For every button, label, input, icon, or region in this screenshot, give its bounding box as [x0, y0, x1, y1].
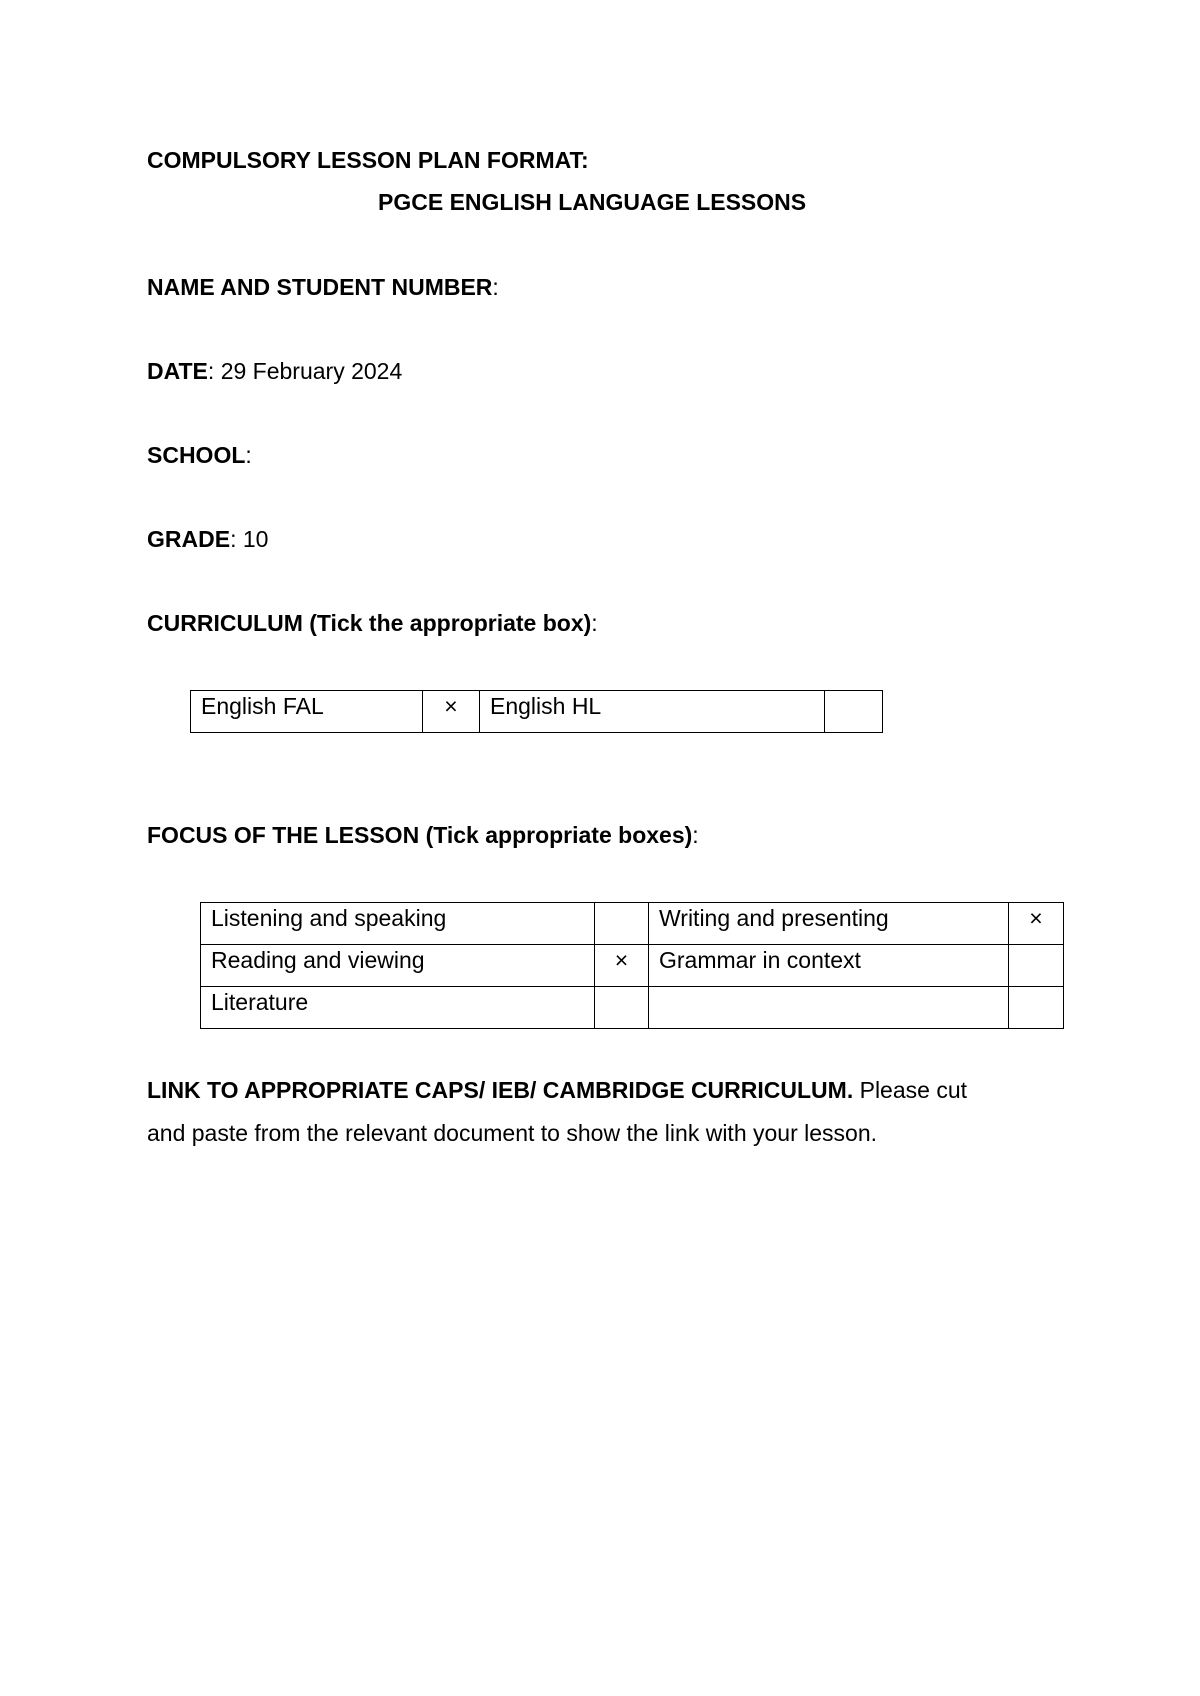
focus-table: [200, 902, 1064, 1029]
grade-field: [147, 524, 268, 554]
curriculum-link-heading: [147, 1075, 967, 1105]
focus-separator: :: [692, 822, 699, 848]
table-row: [191, 691, 883, 733]
document-title: COMPULSORY LESSON PLAN FORMAT:: [147, 147, 589, 173]
table-row: [201, 945, 1064, 987]
grade-value: 10: [242, 526, 269, 552]
school-separator: :: [245, 442, 252, 468]
curriculum-link-label: LINK TO APPROPRIATE CAPS/ IEB/ CAMBRIDGE CURRICULUM.: [147, 1077, 854, 1103]
school-label: SCHOOL: [147, 442, 246, 468]
focus-heading: [147, 820, 699, 850]
grade-label: GRADE: [147, 526, 231, 552]
focus-option-listening-speaking: Listening and speaking: [201, 903, 595, 945]
curriculum-link-instruction-1: Please cut: [853, 1077, 968, 1103]
focus-tick-box-reading-viewing[interactable]: ×: [595, 945, 649, 987]
focus-option-grammar-context: Grammar in context: [649, 945, 1009, 987]
name-separator: :: [492, 274, 499, 300]
grade-separator: :: [230, 526, 243, 552]
date-field: [147, 356, 402, 386]
focus-tick-box-listening-speaking[interactable]: [595, 903, 649, 945]
date-separator: :: [207, 358, 221, 384]
curriculum-tick-box-english-fal[interactable]: ×: [423, 691, 480, 733]
focus-option-reading-viewing: Reading and viewing: [201, 945, 595, 987]
focus-tick-box-empty[interactable]: [1009, 987, 1064, 1029]
curriculum-option-english-fal: English FAL: [191, 691, 423, 733]
table-row: [201, 903, 1064, 945]
curriculum-table: [190, 690, 883, 733]
name-label: NAME AND STUDENT NUMBER: [147, 274, 493, 300]
school-field: [147, 440, 252, 470]
focus-option-empty: [649, 987, 1009, 1029]
curriculum-option-english-hl: English HL: [480, 691, 825, 733]
curriculum-tick-box-english-hl[interactable]: [825, 691, 883, 733]
date-value: 29 February 2024: [220, 358, 403, 384]
focus-option-writing-presenting: Writing and presenting: [649, 903, 1009, 945]
focus-tick-box-literature[interactable]: [595, 987, 649, 1029]
date-label: DATE: [147, 358, 208, 384]
name-field: [147, 272, 499, 302]
focus-option-literature: Literature: [201, 987, 595, 1029]
focus-tick-box-writing-presenting[interactable]: ×: [1009, 903, 1064, 945]
table-row: [201, 987, 1064, 1029]
curriculum-heading: [147, 608, 598, 638]
curriculum-link-instruction-2: and paste from the relevant document to show the link with your lesson.: [147, 1120, 878, 1146]
focus-label: FOCUS OF THE LESSON (Tick appropriate boxes): [147, 822, 693, 848]
curriculum-separator: :: [591, 610, 598, 636]
document-subtitle: PGCE ENGLISH LANGUAGE LESSONS: [378, 189, 807, 215]
curriculum-label: CURRICULUM (Tick the appropriate box): [147, 610, 592, 636]
focus-tick-box-grammar-context[interactable]: [1009, 945, 1064, 987]
